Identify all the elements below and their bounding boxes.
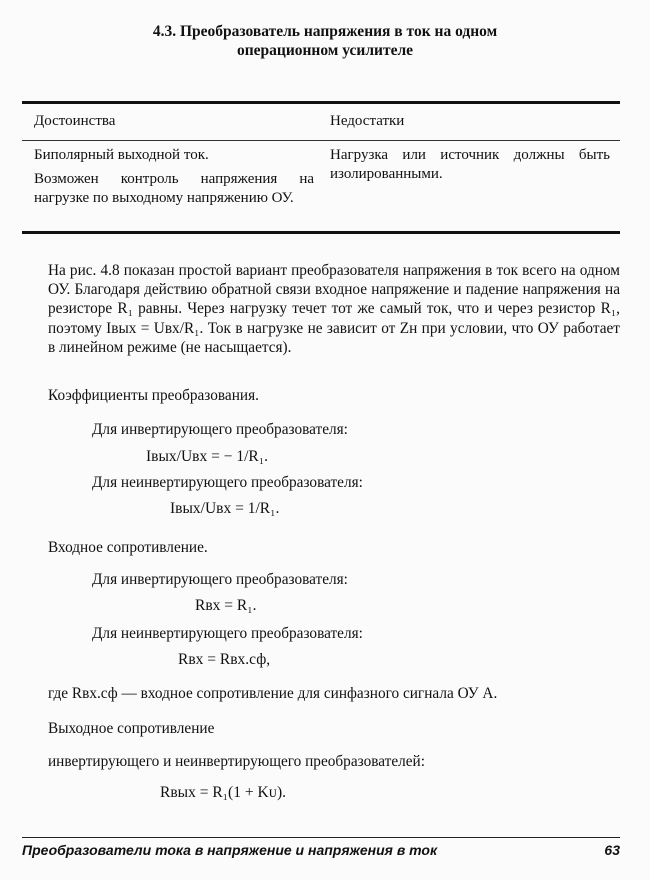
- footer-rule: [22, 837, 620, 838]
- table-top-rule: [22, 101, 620, 104]
- label-both-converters: инвертирующего и неинвертирующего преобразователей:: [48, 753, 425, 770]
- heading-output-resistance: Выходное сопротивление: [48, 720, 215, 737]
- formula-input-resistance-inverting: Rвх = R₁.: [195, 597, 257, 614]
- table-advantage-2: Возможен контроль напряжения на нагрузке по выходному напряжению ОУ.: [34, 171, 314, 206]
- page-number: 63: [604, 842, 620, 858]
- body-paragraph: На рис. 4.8 показан простой вариант преобразователя напряжения в ток всего на одном ОУ. Благодаря действию обратной связи входное напряжение и падение напряжения на резисторе R₁ равны. Через нагрузку течет тот же самый ток, что и через резистор R₁, поэтому Iвых = Uвх/R₁. Ток в нагрузке не зависит от Zн при условии, что ОУ работает в линейном режиме (не насыщается).: [48, 262, 620, 356]
- heading-conversion-coefficients: Коэффициенты преобразования.: [48, 387, 259, 404]
- table-bottom-rule: [22, 231, 620, 234]
- heading-input-resistance: Входное сопротивление.: [48, 539, 208, 556]
- label-noninverting-2: Для неинвертирующего преобразователя:: [92, 625, 363, 642]
- table-header-advantages: Достоинства: [34, 113, 116, 129]
- formula-noninverting-gain: Iвых/Uвх = 1/R₁.: [170, 500, 280, 517]
- formula-input-resistance-noninverting: Rвх = Rвх.сф,: [178, 651, 271, 668]
- table-disadvantage-1: Нагрузка или источник должны быть изолированными.: [330, 147, 610, 182]
- label-inverting-2: Для инвертирующего преобразователя:: [92, 571, 348, 588]
- formula-inverting-gain: Iвых/Uвх = − 1/R₁.: [146, 448, 268, 465]
- table-advantage-1: Биполярный выходной ток.: [34, 147, 209, 163]
- section-title-line1: 4.3. Преобразователь напряжения в ток на одном: [152, 23, 498, 40]
- section-title-line2: операционном усилителе: [236, 42, 414, 59]
- section-title: [60, 22, 590, 60]
- note-common-mode-resistance: где Rвх.сф — входное сопротивление для синфазного сигнала ОУ A.: [48, 685, 498, 702]
- formula-output-resistance: Rвых = R₁(1 + Kᴜ).: [160, 784, 287, 801]
- table-header-rule: [22, 140, 620, 141]
- label-inverting-1: Для инвертирующего преобразователя:: [92, 421, 348, 438]
- running-title: Преобразователи тока в напряжение и напряжения в ток: [22, 842, 438, 858]
- table-header-disadvantages: Недостатки: [330, 113, 405, 129]
- label-noninverting-1: Для неинвертирующего преобразователя:: [92, 474, 363, 491]
